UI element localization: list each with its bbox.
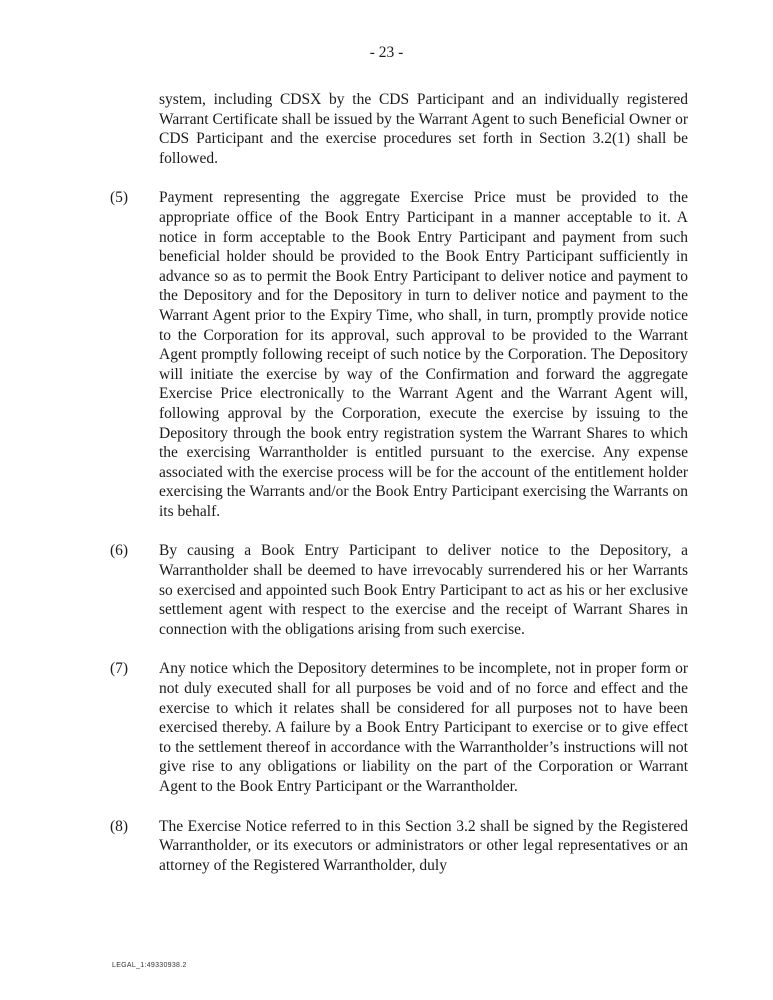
- paragraph-text: system, including CDSX by the CDS Participant and an individually registered Warrant Certificate shall be issued by the Warrant Agent to such Beneficial Owner or CDS Participant and the exercise procedures set forth in Section 3.2(1) shall be followed.: [159, 91, 688, 167]
- document-body: [110, 90, 688, 895]
- paragraph-text: The Exercise Notice referred to in this Section 3.2 shall be signed by the Registered Warrantholder, or its executors or administrators or other legal representatives or an attorney of the Registered Warrantholder, duly: [159, 817, 688, 874]
- paragraph-number: (5): [110, 189, 129, 207]
- paragraph-5: [110, 188, 688, 521]
- paragraph-text: By causing a Book Entry Participant to deliver notice to the Depository, a Warrantholder shall be deemed to have irrevocably surrendered his or her Warrants so exercised and appointed such Book Entry Participant to act as his or her exclusive settlement agent with respect to the exercise and the receipt of Warrant Shares in connection with the obligations arising from such exercise.: [159, 542, 688, 638]
- paragraph-text: Any notice which the Depository determines to be incomplete, not in proper form or not duly executed shall for all purposes be void and of no force and effect and the exercise to which it relates shall be considered for all purposes not to have been exercised thereby. A failure by a Book Entry Participant to exercise or to give effect to the settlement thereof in accordance with the Warrantholder’s instructions will not give rise to any obligations or liability on the part of the Corporation or Warrant Agent to the Book Entry Participant or the Warrantholder.: [159, 660, 688, 795]
- paragraph-6: [110, 541, 688, 639]
- paragraph-7: [110, 659, 688, 796]
- paragraph-number: (8): [110, 817, 129, 835]
- paragraph-number: (6): [110, 542, 129, 560]
- paragraph-continued: [110, 90, 688, 168]
- paragraph-number: (7): [110, 660, 129, 678]
- paragraph-8: [110, 817, 688, 876]
- document-footer-reference: LEGAL_1:49330938.2: [112, 962, 187, 969]
- paragraph-text: Payment representing the aggregate Exercise Price must be provided to the appropriate office of the Book Entry Participant in a manner acceptable to it. A notice in form acceptable to the Book Entry Participant and payment from such beneficial holder should be provided to the Book Entry Participant sufficiently in advance so as to permit the Book Entry Participant to deliver notice and payment to the Depository and for the Depository in turn to deliver notice and payment to the Warrant Agent prior to the Expiry Time, who shall, in turn, promptly provide notice to the Corporation for its approval, such approval to be provided to the Warrant Agent promptly following receipt of such notice by the Corporation. The Depository will initiate the exercise by way of the Confirmation and forward the aggregate Exercise Price electronically to the Warrant Agent and the Warrant Agent will, following approval by the Corporation, execute the exercise by issuing to the Depository through the book entry registration system the Warrant Shares to which the exercising Warrantholder is entitled pursuant to the exercise. Any expense associated with the exercise process will be for the account of the entitlement holder exercising the Warrants and/or the Book Entry Participant exercising the Warrants on its behalf.: [159, 189, 688, 520]
- page-number: - 23 -: [369, 44, 404, 61]
